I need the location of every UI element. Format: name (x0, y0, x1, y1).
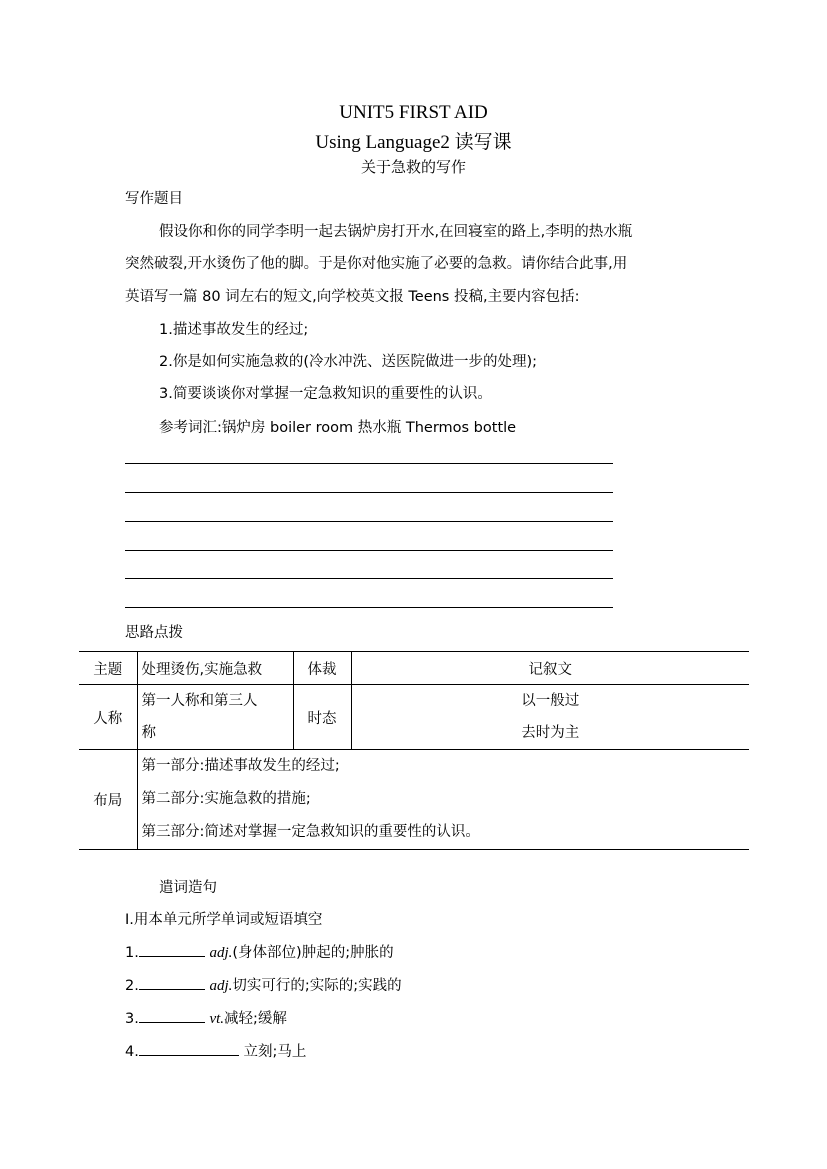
answer-blank[interactable] (139, 975, 205, 990)
guide-table (79, 651, 749, 850)
definition: 切实可行的;实际的;实践的 (232, 978, 402, 994)
writing-line[interactable] (125, 463, 613, 464)
writing-line[interactable] (125, 492, 613, 493)
part-of-speech: adj. (209, 945, 233, 961)
writing-line[interactable] (125, 521, 613, 522)
exercise-section-title: Ⅰ.用本单元所学单词或短语填空 (125, 912, 323, 928)
genre-value: 记叙文 (351, 652, 749, 685)
item-number: 4. (125, 1044, 139, 1060)
task-paragraph-line-3: 英语写一篇 80 词左右的短文,向学校英文报 Teens 投稿,主要内容包括: (125, 289, 580, 305)
definition: 减轻;缓解 (224, 1011, 287, 1027)
exercise-item (125, 1007, 287, 1028)
answer-blank[interactable] (139, 942, 205, 957)
tense-label: 时态 (293, 685, 351, 750)
person-value-line-2: 称 (141, 725, 156, 741)
vocab-reference: 参考词汇:锅炉房 boiler room 热水瓶 Thermos bottle (159, 420, 517, 436)
exercise-item (125, 974, 402, 995)
lesson-subtitle: 关于急救的写作 (360, 158, 466, 176)
genre-label: 体裁 (293, 652, 351, 685)
tense-value-line-2: 去时为主 (521, 725, 580, 741)
exercise-item (125, 941, 394, 962)
tense-value-line-1: 以一般过 (521, 693, 580, 709)
exercise-item (125, 1040, 306, 1061)
guide-heading: 思路点拨 (125, 625, 183, 641)
layout-part-2: 第二部分:实施急救的措施; (141, 791, 311, 807)
task-point-2: 2.你是如何实施急救的(冷水冲洗、送医院做进一步的处理); (159, 354, 538, 370)
task-point-1: 1.描述事故发生的经过; (159, 322, 309, 338)
task-heading: 写作题目 (125, 191, 183, 207)
table-row (79, 750, 749, 850)
writing-line[interactable] (125, 607, 613, 608)
definition: (身体部位)肿起的;肿胀的 (232, 945, 394, 961)
layout-part-3: 第三部分:简述对掌握一定急救知识的重要性的认识。 (141, 824, 480, 840)
layout-label: 布局 (79, 750, 137, 850)
task-paragraph-line-1: 假设你和你的同学李明一起去锅炉房打开水,在回寝室的路上,李明的热水瓶 (159, 224, 633, 240)
answer-blank[interactable] (139, 1041, 239, 1056)
person-label: 人称 (79, 685, 137, 750)
definition: 立刻;马上 (243, 1044, 307, 1060)
person-value-line-1: 第一人称和第三人 (141, 693, 258, 709)
writing-line[interactable] (125, 550, 613, 551)
table-row (79, 652, 749, 685)
tense-value (351, 685, 749, 750)
item-number: 2. (125, 978, 139, 994)
item-number: 1. (125, 945, 139, 961)
exercise-heading: 遣词造句 (159, 880, 217, 896)
lesson-title: Using Language2 读写课 (315, 132, 512, 153)
answer-blank[interactable] (139, 1008, 205, 1023)
person-value (137, 685, 293, 750)
part-of-speech: vt. (209, 1011, 225, 1027)
writing-line[interactable] (125, 578, 613, 579)
task-paragraph-line-2: 突然破裂,开水烫伤了他的脚。于是你对他实施了必要的急救。请你结合此事,用 (125, 256, 628, 272)
unit-title: UNIT5 FIRST AID (339, 102, 488, 123)
task-point-3: 3.简要谈谈你对掌握一定急救知识的重要性的认识。 (159, 386, 492, 402)
layout-part-1: 第一部分:描述事故发生的经过; (141, 758, 340, 774)
item-number: 3. (125, 1011, 139, 1027)
topic-label: 主题 (79, 652, 137, 685)
table-row (79, 685, 749, 750)
part-of-speech: adj. (209, 978, 233, 994)
layout-parts (137, 750, 749, 850)
topic-value: 处理烫伤,实施急救 (137, 652, 293, 685)
